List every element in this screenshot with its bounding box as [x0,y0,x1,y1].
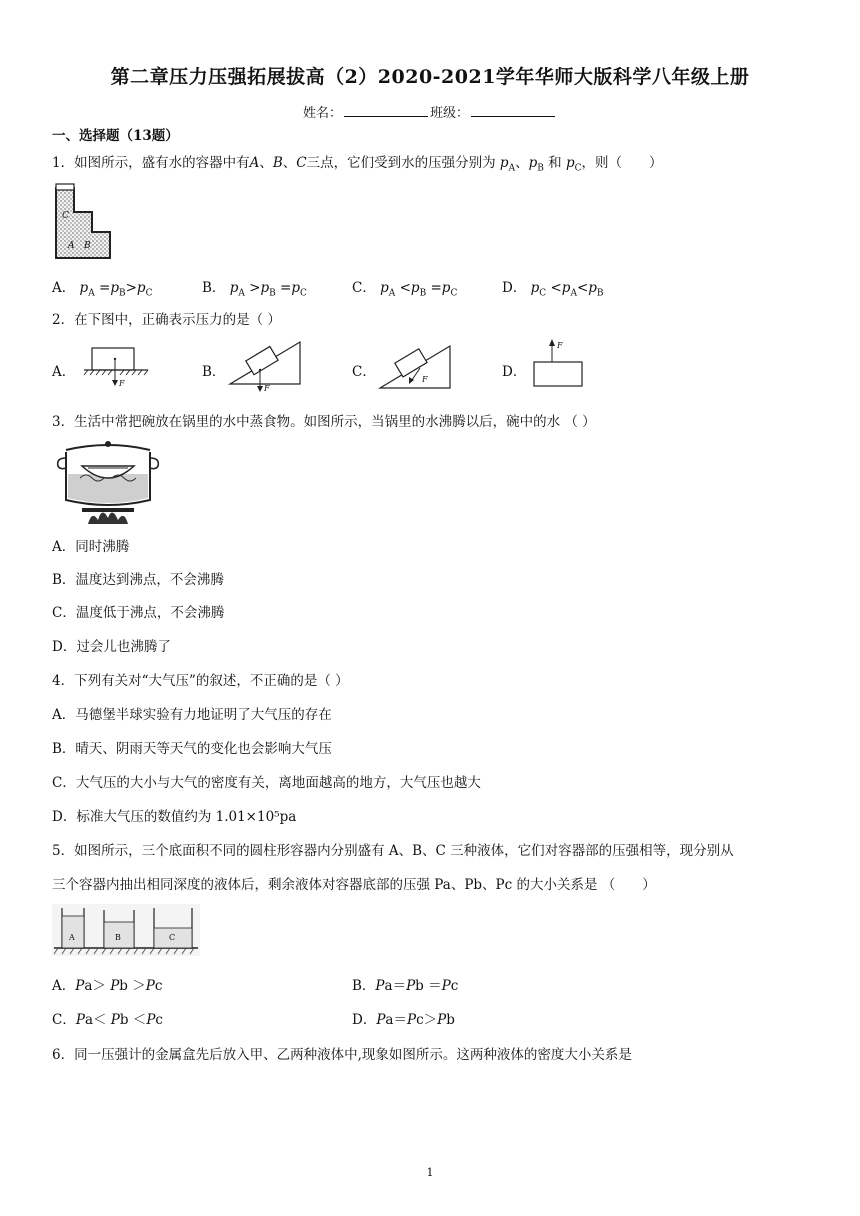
q5-stem-line1: 5．如图所示，三个底面积不同的圆柱形容器内分别盛有 A、B、C 三种液体，它们对容器部的压强相等，现分别从 [52,843,734,859]
q5-three-containers-figure [52,904,200,956]
student-info-line [0,102,860,121]
q4-stem: 4．下列有关对“大气压”的叙述，不正确的是（ ） [52,673,349,689]
q1-stem: 1．如图所示，盛有水的容器中有A、B、C三点，它们受到水的压强分别为 $p_A$、$p_B$ 和 $p_C$，则（ ） [52,155,663,174]
svg-text:F: F [264,384,270,392]
q2-option-d-label[interactable]: D． [502,364,527,380]
q1-option-c[interactable]: C． $p_A <p_B =p_C$ [352,280,458,299]
name-blank[interactable] [344,104,428,117]
q4-option-b[interactable]: B．晴天、阴雨天等天气的变化也会影响大气压 [52,741,332,757]
q4-option-c[interactable]: C．大气压的大小与大气的密度有关，离地面越高的地方，大气压也越大 [52,775,481,791]
q5-stem-line2: 三个容器内抽出相同深度的液体后，剩余液体对容器底部的压强 Pa、Pb、Pc 的大小关系是 （ ） [52,877,656,893]
q4-option-a[interactable]: A．马德堡半球实验有力地证明了大气压的存在 [52,707,332,723]
svg-text:F: F [557,341,563,350]
q3-pot-with-bowl-figure [52,436,164,526]
q1-label-b: B [84,241,91,251]
q5-option-b[interactable]: B．Pa＝Pb ＝Pc [352,978,459,994]
svg-text:F: F [119,379,125,388]
q5-label-b: B [115,933,121,942]
q1-stepped-container-figure [52,180,114,262]
q3-option-d[interactable]: D．过会儿也沸腾了 [52,639,171,655]
q2-stem: 2．在下图中，正确表示压力的是（ ） [52,312,281,328]
q3-option-c[interactable]: C．温度低于沸点，不会沸腾 [52,605,225,621]
page-number: 1 [426,1166,434,1179]
q2-option-d-figure [530,336,590,390]
q2-option-a-label[interactable]: A． [52,364,76,380]
q3-option-a[interactable]: A．同时沸腾 [52,539,130,555]
section-heading: 一、选择题（13题） [52,128,179,144]
q1-option-d[interactable]: D． $p_C <p_A<p_B$ [502,280,604,299]
name-label: 姓名： [302,106,342,121]
q1-option-a[interactable]: A． $p_A =p_B>p_C$ [52,280,153,299]
svg-text:F: F [422,375,428,384]
class-blank[interactable] [471,104,555,117]
q5-option-a[interactable]: A．Pa＞ Pb ＞Pc [52,978,163,994]
q2-option-c-label[interactable]: C． [352,364,376,380]
q2-option-b-figure [226,336,306,392]
q5-label-c: C [169,933,176,942]
q2-option-a-figure [82,340,152,388]
q3-option-b[interactable]: B．温度达到沸点，不会沸腾 [52,572,224,588]
q3-stem: 3．生活中常把碗放在锅里的水中蒸食物。如图所示，当锅里的水沸腾以后，碗中的水 （ ） [52,414,596,430]
q5-option-d[interactable]: D．Pa＝Pc＞Pb [352,1012,455,1028]
q2-option-c-figure [376,340,456,392]
page-title: 第二章压力压强拓展拔高（2）2020-2021学年华师大版科学八年级上册 [110,66,750,88]
q1-label-a: A [68,241,75,251]
q1-label-c: C [62,211,69,221]
class-label: 班级： [430,106,470,121]
q6-stem: 6．同一压强计的金属盒先后放入甲、乙两种液体中,现象如图所示。这两种液体的密度大小关系是 [52,1047,632,1063]
q1-option-b[interactable]: B． $p_A >p_B =p_C$ [202,280,307,299]
q4-option-d[interactable]: D．标准大气压的数值约为 1.01×10⁵pa [52,809,297,825]
q5-label-a: A [69,933,75,942]
q5-option-c[interactable]: C．Pa＜ Pb ＜Pc [52,1012,163,1028]
q2-option-b-label[interactable]: B． [202,364,226,380]
